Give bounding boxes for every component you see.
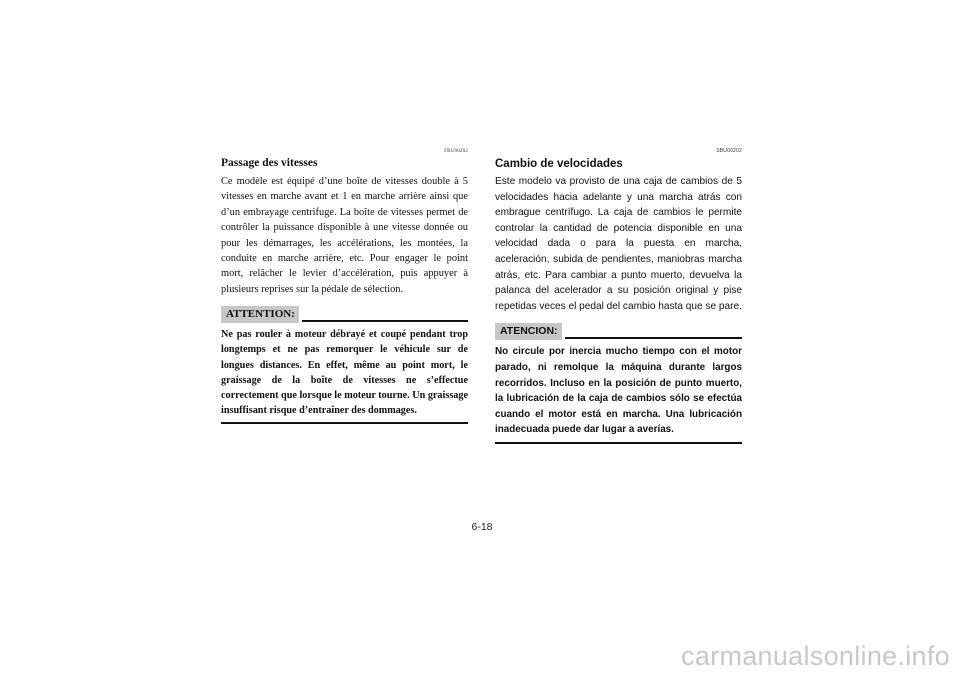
warning-text: No circule por inercia mucho tiempo con el motor parado, ni remolque la máquina durante largos recorridos. Incluso en la posición de punto muerto, la lubricación de la caja de cambios sólo se efectúa cuando el motor está en marcha. Una lubricación inadecuada puede dar lugar a averías. bbox=[495, 346, 742, 436]
section-heading: Passage des vitesses bbox=[221, 157, 318, 169]
warning-rule bbox=[302, 320, 468, 322]
warning-end-rule bbox=[221, 422, 468, 424]
warning-header bbox=[221, 306, 468, 323]
section-code: SBU00202 bbox=[716, 148, 742, 154]
warning-label: ATENCION: bbox=[495, 323, 562, 340]
page-number: 6-18 bbox=[471, 521, 493, 533]
warning-label: ATTENTION: bbox=[221, 306, 299, 323]
section-heading: Cambio de velocidades bbox=[495, 158, 623, 170]
warning-header bbox=[495, 323, 742, 340]
warning-rule bbox=[565, 337, 742, 339]
spanish-column bbox=[495, 148, 742, 444]
watermark: carmanualsonline.info bbox=[681, 641, 950, 671]
section-code: FBU00202 bbox=[444, 149, 468, 154]
warning-text: Ne pas rouler à moteur débrayé et coupé pendant trop longtemps et ne pas remorquer le véhicule sur de longues distances. En effet, même au point mort, le graissage de la boîte de vitesses ne s’effectue correctement que lorsque le moteur tourne. Un graissage insuffisant risque d’entraîner des dommages. bbox=[221, 329, 468, 417]
section-body: Ce modèle est équipé d’une boîte de vitesses double à 5 vitesses en marche avant et 1 en marche arrière ainsi que d’un embrayage centrifuge. La boîte de vitesses permet de contrôler la puissance disponible à une vitesse donnée ou pour les démarrages, les accélérations, les montées, la conduite en marche arrière, etc. Pour engager le point mort, relâcher le levier d’accélération, puis appuyer à plusieurs reprises sur la pédale de sélection. bbox=[221, 176, 468, 295]
french-column bbox=[221, 148, 468, 424]
warning-end-rule bbox=[495, 442, 742, 444]
section-body: Este modelo va provisto de una caja de cambios de 5 velocidades hacia adelante y una marcha atrás con embrague centrífugo. La caja de cambios le permite controlar la cantidad de potencia disponible en una velocidad dada o para la puesta en marcha, aceleración, subida de pendientes, maniobras marcha atrás, etc. Para cambiar a punto muerto, devuelva la palanca del acelerador a su posición original y pise repetidas veces el pedal del cambio hasta que se pare. bbox=[495, 176, 742, 312]
